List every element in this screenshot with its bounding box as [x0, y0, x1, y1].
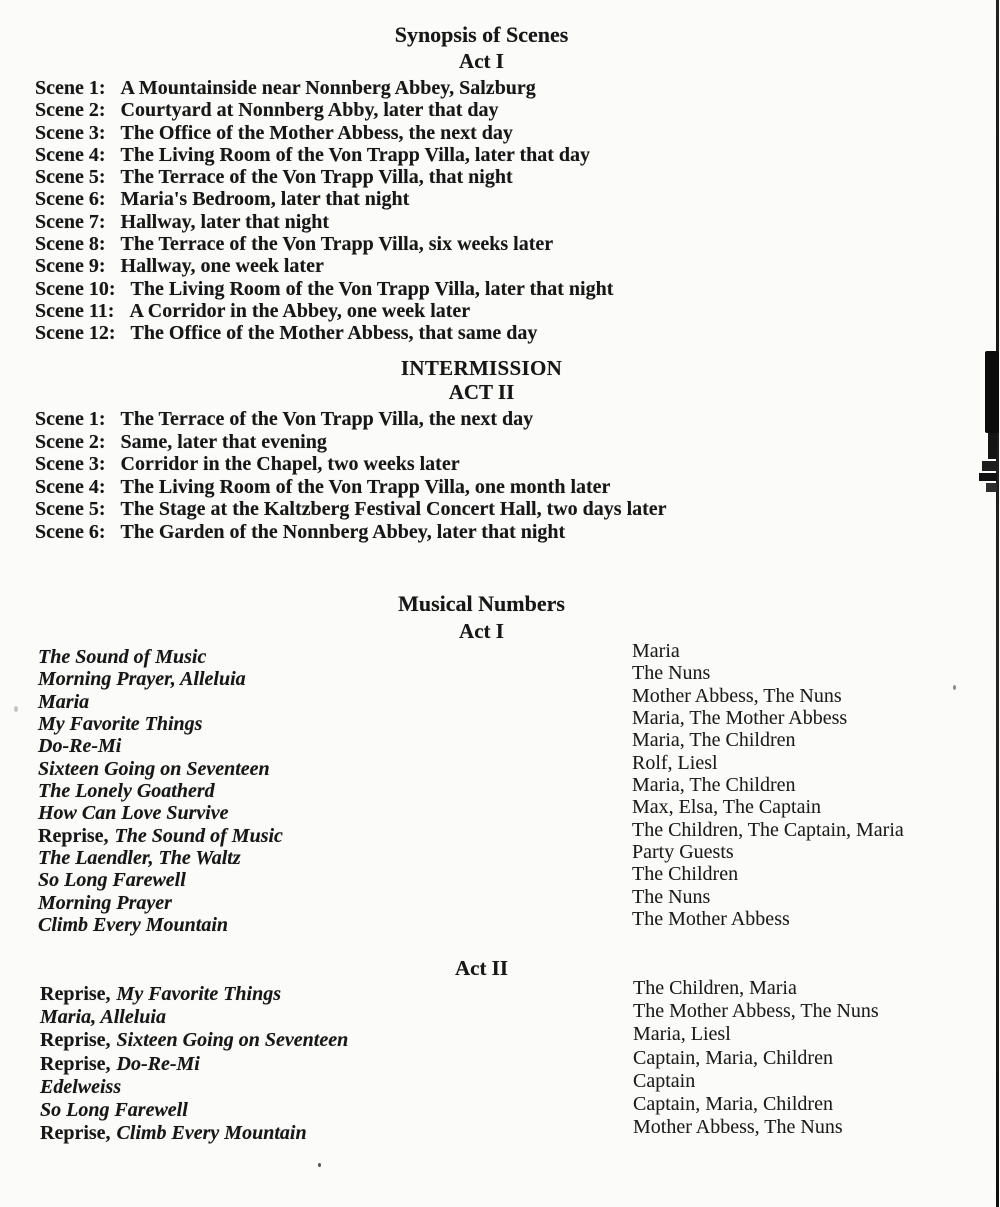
scene-description: The Living Room of the Von Trapp Villa, later that night [130, 277, 614, 300]
song-title-cell [38, 646, 632, 669]
scan-artifact-mark [979, 473, 997, 481]
scene-description: Hallway, one week later [120, 255, 324, 278]
performers: Maria, Liesl [633, 1023, 731, 1046]
song-title: The Lonely Goatherd [38, 780, 215, 803]
song-title-cell [38, 914, 632, 937]
performers: The Children [632, 863, 739, 886]
song-title-cell [40, 1006, 633, 1029]
scene-label: Scene 1: [35, 408, 106, 430]
scene-description: The Living Room of the Von Trapp Villa, one month later [120, 475, 611, 498]
scene-label: Scene 5: [35, 498, 106, 521]
scene-label: Scene 12: [35, 322, 116, 345]
performers: Maria [632, 640, 680, 662]
performers: Maria, The Mother Abbess [632, 707, 848, 730]
song-title: Climb Every Mountain [38, 914, 229, 937]
song-title: Edelweiss [40, 1075, 122, 1098]
scene-row [35, 99, 613, 121]
song-title-cell [40, 1029, 633, 1052]
scene-row [35, 322, 613, 344]
scene-row [35, 476, 667, 499]
song-reprise-prefix: Reprise, [40, 1029, 111, 1052]
song-title: My Favorite Things [116, 983, 281, 1005]
scene-description: The Office of the Mother Abbess, that same day [130, 322, 538, 345]
song-title-cell [38, 668, 632, 691]
song-row [40, 1116, 879, 1145]
song-title: Sixteen Going on Seventeen [38, 757, 270, 780]
scene-description: Courtyard at Nonnberg Abby, later that day [120, 99, 499, 122]
song-title-cell [38, 758, 632, 781]
song-title: Sixteen Going on Seventeen [116, 1029, 349, 1052]
synopsis-act2-heading: ACT II [448, 380, 515, 404]
song-reprise-prefix: Reprise, [40, 1122, 111, 1145]
scene-row [35, 431, 667, 454]
intermission-heading: INTERMISSION [400, 356, 563, 380]
scan-artifact-speck [14, 706, 18, 712]
scene-description: A Mountainside near Nonnberg Abbey, Salzburg [120, 77, 536, 99]
song-title-cell [38, 869, 632, 892]
song-title-cell [40, 1122, 633, 1145]
song-title-cell [38, 802, 632, 825]
song-reprise-prefix: Reprise, [40, 1052, 111, 1075]
performers: The Mother Abbess, The Nuns [633, 1000, 879, 1023]
scan-artifact-speck [953, 685, 956, 690]
scene-label: Scene 2: [35, 430, 106, 453]
song-title: The Sound of Music [114, 824, 283, 847]
scene-row [35, 278, 613, 300]
scene-row [35, 408, 667, 431]
scene-label: Scene 7: [35, 210, 106, 233]
song-title: Morning Prayer, Alleluia [38, 668, 246, 691]
performers: Captain, Maria, Children [633, 1092, 833, 1115]
song-row [38, 908, 904, 937]
scene-label: Scene 1: [35, 77, 106, 99]
scene-label: Scene 3: [35, 121, 106, 144]
performers: Mother Abbess, The Nuns [632, 684, 842, 707]
scene-description: The Living Room of the Von Trapp Villa, later that day [120, 143, 591, 166]
performers: Captain [633, 1069, 696, 1092]
scan-artifact-mark [988, 433, 997, 459]
song-title: Morning Prayer [38, 891, 172, 914]
scene-label: Scene 9: [35, 255, 106, 278]
scan-artifact-speck [318, 1163, 321, 1167]
scene-row [35, 211, 613, 233]
performers: Rolf, Liesl [632, 751, 718, 774]
song-title: Maria [38, 690, 90, 713]
scene-description: A Corridor in the Abbey, one week later [129, 299, 471, 322]
scene-description: Maria's Bedroom, later that night [120, 188, 410, 211]
song-title-cell [40, 1076, 633, 1099]
scene-row [35, 77, 613, 99]
scene-label: Scene 6: [35, 520, 106, 543]
scene-label: Scene 6: [35, 188, 106, 211]
song-title-cell [38, 691, 632, 714]
song-title: So Long Farewell [38, 869, 186, 892]
scene-row [35, 188, 613, 210]
performers: Party Guests [632, 841, 734, 864]
scene-label: Scene 11: [35, 299, 115, 322]
song-title-cell [38, 825, 632, 848]
scene-description: The Terrace of the Von Trapp Villa, the next day [120, 408, 534, 430]
scene-row [35, 166, 613, 188]
scene-description: The Terrace of the Von Trapp Villa, that night [120, 166, 513, 189]
scene-description: Hallway, later that night [120, 210, 330, 233]
act2-scene-list [35, 408, 667, 544]
scene-label: Scene 8: [35, 233, 106, 256]
musical-act2-list [40, 977, 879, 1145]
scene-row [35, 453, 667, 476]
song-title: The Laendler, The Waltz [38, 847, 241, 870]
song-title: So Long Farewell [40, 1098, 188, 1121]
scene-label: Scene 3: [35, 453, 106, 476]
song-title: Climb Every Mountain [116, 1122, 307, 1145]
performers: Max, Elsa, The Captain [632, 796, 822, 819]
song-title-cell [38, 780, 632, 803]
musical-act1-heading: Act I [459, 619, 504, 643]
scene-row [35, 300, 613, 322]
act1-scene-list [35, 77, 613, 345]
song-title-cell [38, 847, 632, 870]
performers: The Mother Abbess [632, 908, 790, 931]
scene-label: Scene 4: [35, 143, 106, 166]
scene-description: Corridor in the Chapel, two weeks later [120, 453, 460, 476]
performers: The Children, Maria [633, 977, 797, 999]
scan-artifact-mark [986, 483, 997, 492]
synopsis-act1-heading: Act I [459, 49, 504, 73]
scan-artifact-ink-blob [985, 351, 999, 433]
musical-numbers-title: Musical Numbers [398, 591, 565, 616]
performers: The Nuns [632, 885, 711, 908]
scene-label: Scene 10: [35, 277, 116, 300]
performers: Maria, The Children [632, 729, 796, 752]
song-title-cell [40, 983, 633, 1006]
scene-row [35, 255, 613, 277]
musical-act1-list [38, 640, 904, 937]
song-title-cell [38, 713, 632, 736]
performers: Mother Abbess, The Nuns [633, 1116, 843, 1139]
scene-row [35, 122, 613, 144]
song-title-cell [38, 892, 632, 915]
song-title: Do-Re-Mi [38, 735, 122, 758]
synopsis-title: Synopsis of Scenes [394, 22, 569, 47]
scene-description: The Garden of the Nonnberg Abbey, later that night [120, 520, 566, 543]
song-title-cell [40, 1099, 633, 1122]
scene-description: Same, later that evening [120, 430, 327, 453]
song-reprise-prefix: Reprise, [40, 983, 111, 1005]
scene-label: Scene 2: [35, 99, 106, 122]
performers: Maria, The Children [632, 774, 796, 797]
musical-act2-heading: Act II [454, 956, 509, 980]
scene-description: The Office of the Mother Abbess, the next day [120, 121, 513, 144]
song-title-cell [38, 735, 632, 758]
song-title: The Sound of Music [38, 646, 207, 668]
song-title: My Favorite Things [38, 713, 203, 736]
performers: Captain, Maria, Children [633, 1046, 833, 1069]
scene-row [35, 233, 613, 255]
scene-description: The Terrace of the Von Trapp Villa, six weeks later [120, 233, 554, 256]
song-title: Do-Re-Mi [116, 1052, 200, 1075]
scene-label: Scene 5: [35, 166, 106, 189]
song-title: How Can Love Survive [38, 802, 229, 825]
scan-artifact-mark [982, 461, 997, 471]
song-title: Maria, Alleluia [40, 1006, 166, 1029]
scene-label: Scene 4: [35, 475, 106, 498]
song-reprise-prefix: Reprise, [38, 824, 109, 847]
scene-row [35, 498, 667, 521]
scan-artifact-edge-line [996, 0, 999, 1207]
performers: The Nuns [632, 662, 711, 685]
performers: The Children, The Captain, Maria [632, 818, 904, 841]
scene-row [35, 144, 613, 166]
scene-row [35, 521, 667, 544]
song-title-cell [40, 1053, 633, 1076]
scene-description: The Stage at the Kaltzberg Festival Concert Hall, two days later [120, 498, 667, 521]
